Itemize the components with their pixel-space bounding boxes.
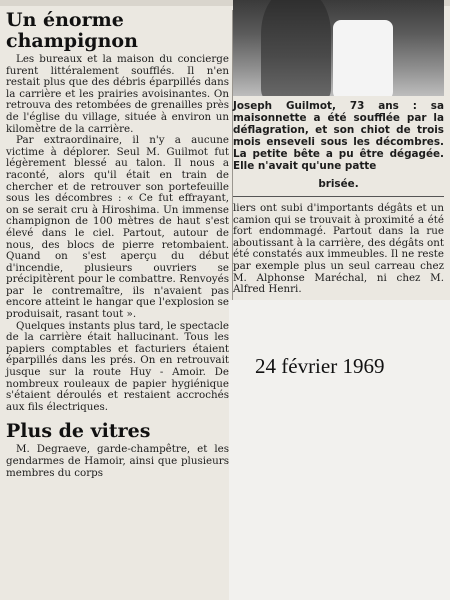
photo-figure: [261, 0, 331, 96]
article-paragraph: Les bureaux et la maison du concierge furent littéralement soufflés. Il n'en restait plus que des débris éparpillés dans la carrière et les prairies avoisinantes. On retrouva des retombées de grenailles près de l'église du village, située à environ un kilomètre de la carrière.: [6, 53, 229, 135]
headline-un-enorme-champignon: Un énorme champignon: [6, 9, 138, 52]
article-paragraph: M. Degraeve, garde-champêtre, et les gendarmes de Hamoir, ainsi que plusieurs membres du corps: [6, 443, 229, 479]
caption-divider: [233, 196, 444, 197]
right-column: [233, 100, 444, 296]
photo-detail: [333, 20, 393, 96]
caption-last-line: brisée.: [318, 178, 359, 190]
article-paragraph: Par extraordinaire, il n'y a aucune victime à déplorer. Seul M. Guilmot fut légèrement blessé au talon. Il nous a raconté, alors qu'il était en train de chercher et de retrouver son portefeuille sous les décombres : « Ce fut effrayant, on se serait cru à Hiroshima. Un immense champignon de 100 mètres de haut s'est élevé dans le ciel. Partout, autour de nous, des blocs de pierre retombaient. Quand on s'est aperçu du début d'incendie, plusieurs ouvriers se précipitèrent pour le combattre. Renvoyés par le contremaître, ils n'avaient pas encore atteint le hangar que l'explosion se produisait, rasant tout ».: [6, 134, 229, 321]
article-paragraph: liers ont subi d'importants dégâts et un camion qui se trouvait à proximité a été fort endommagé. Partout dans la rue aboutissant à la carrière, des dégâts ont été constatés aux immeubles. Il ne reste par exemple plus un seul carreau chez M. Alphonse Maréchal, ni chez M. Alfred Henri.: [233, 202, 444, 296]
date-annotation: 24 février 1969: [255, 354, 385, 378]
headline-plus-de-vitres: Plus de vitres: [6, 420, 151, 443]
article-paragraph: Quelques instants plus tard, le spectacle de la carrière était hallucinant. Tous les papiers comptables et facturiers étaient éparpillés dans les prés. On en retrouvait jusque sur la route Huy - Amoir. De nombreux rouleaux de papier hygiénique s'étaient déroulés et restaient accrochés aux fils électriques.: [6, 319, 229, 413]
caption-text: Joseph Guilmot, 73 ans : sa maisonnette a été soufflée par la déflagration, et son chiot de trois mois enseveli sous les décombres. La petite bête a pu être dégagée. Elle n'avait qu'une patte: [233, 100, 444, 172]
photo-joseph-guilmot: [233, 0, 444, 96]
photo-caption: [233, 100, 444, 172]
left-column: [6, 10, 229, 479]
blank-margin: [229, 300, 450, 600]
